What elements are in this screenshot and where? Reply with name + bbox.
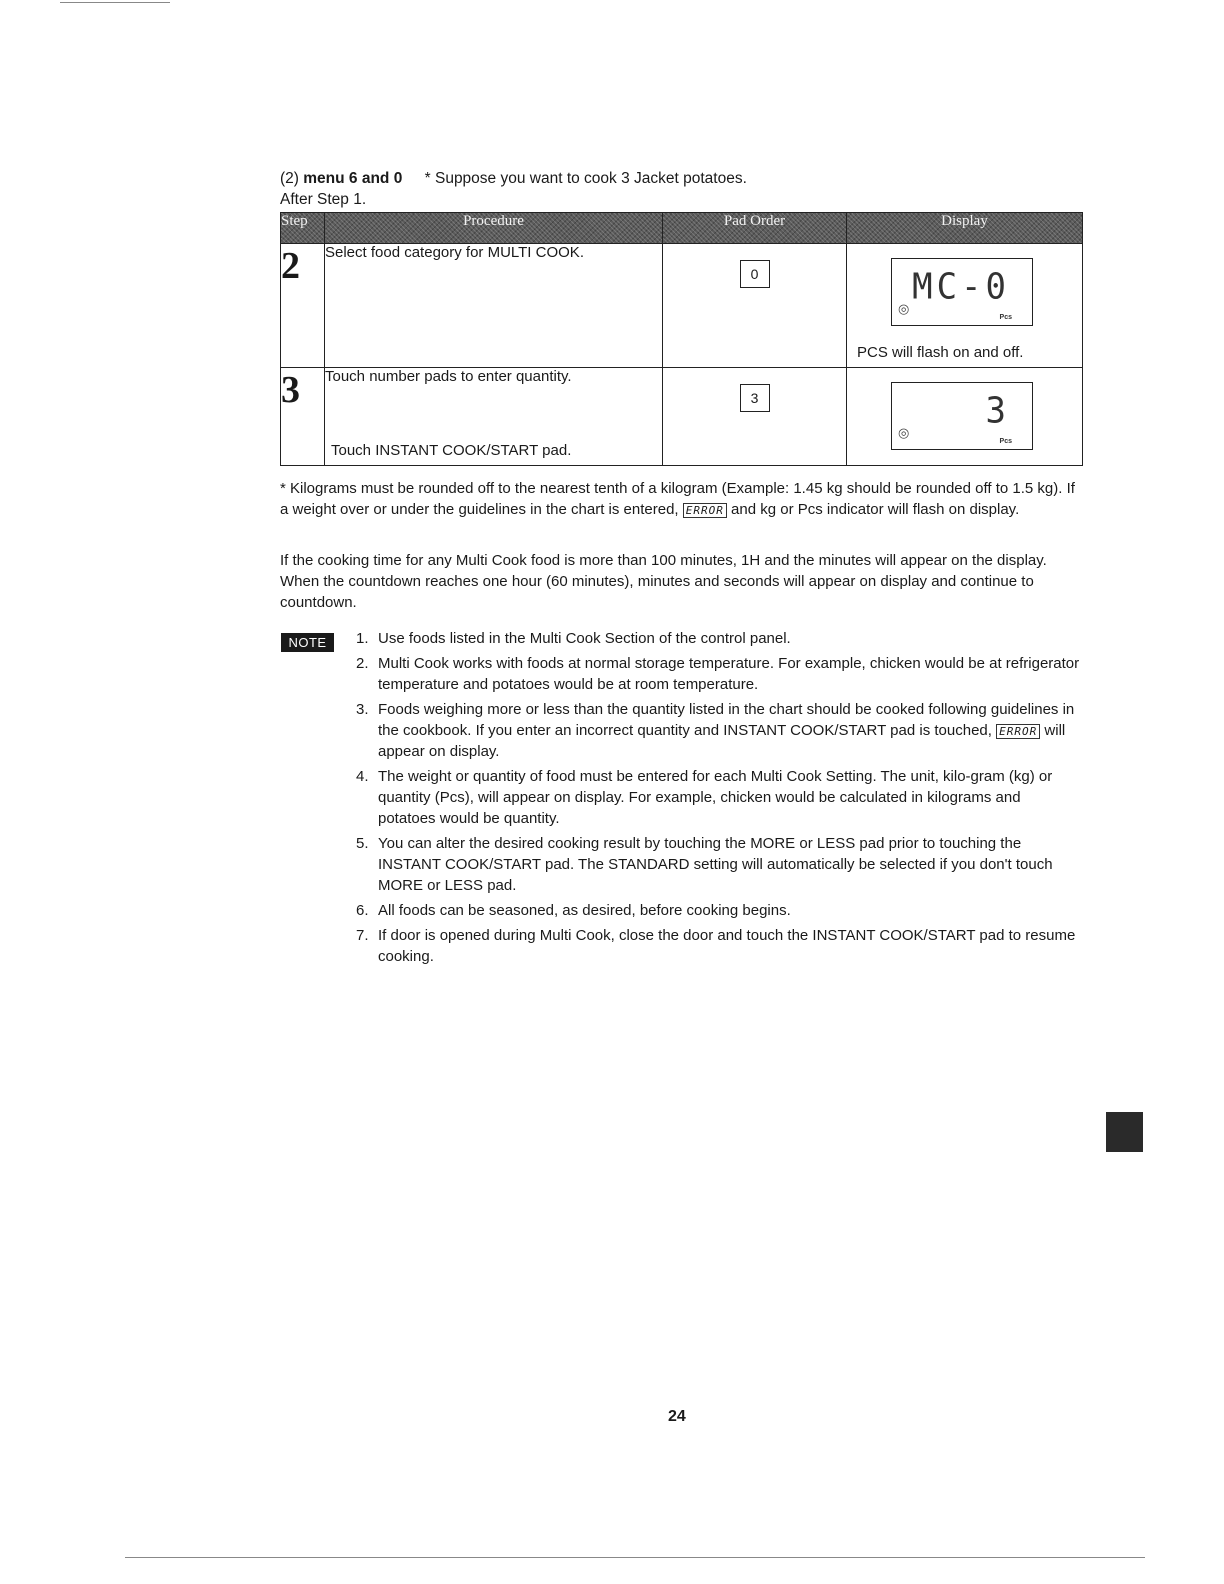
pcs-indicator: Pcs	[999, 314, 1012, 321]
pad-key: 3	[740, 384, 770, 412]
pad-order-cell	[663, 368, 847, 466]
procedure-text: Touch number pads to enter quantity.	[325, 368, 572, 385]
list-item: 6. All foods can be seasoned, as desired, before cooking begins.	[356, 902, 791, 919]
table-row	[281, 368, 1083, 466]
suppose-text: * Suppose you want to cook 3 Jacket potatoes.	[424, 170, 747, 187]
lcd-display	[891, 382, 1033, 450]
list-item: 7. If door is opened during Multi Cook, close the door and touch the INSTANT COOK/START pad to resume cooking.	[356, 927, 1076, 965]
top-edge-rule	[60, 2, 170, 3]
procedure-cell	[325, 368, 663, 466]
footnote-star: *	[280, 480, 286, 497]
bottom-edge-rule	[125, 1557, 1145, 1558]
list-item: 3. Foods weighing more or less than the quantity listed in the chart should be cooked following guidelines in the cookbook. If you enter an incorrect quantity and INSTANT COOK/START pad is touched, ERROR will appear on display.	[356, 701, 1075, 760]
fan-icon: ◎	[898, 301, 910, 316]
cooking-time-paragraph: If the cooking time for any Multi Cook food is more than 100 minutes, 1H and the minutes will appear on the display. When the countdown reaches one hour (60 minutes), minutes and seconds will appear on display and continue to countdown.	[280, 552, 1047, 611]
lcd-display	[891, 258, 1033, 326]
after-step-text: After Step 1.	[280, 191, 367, 208]
header-procedure: Procedure	[325, 213, 663, 244]
header-step: Step	[281, 213, 325, 244]
steps-table	[280, 212, 1083, 466]
step-number: 3	[281, 368, 325, 466]
pad-key: 0	[740, 260, 770, 288]
table-row	[281, 244, 1083, 368]
error-display-box: ERROR	[996, 724, 1040, 739]
pcs-indicator: Pcs	[999, 438, 1012, 445]
notes-list	[356, 628, 1082, 971]
procedure-cell	[325, 244, 663, 368]
footnote-kilograms	[280, 478, 1080, 520]
display-note: PCS will flash on and off.	[857, 344, 1024, 361]
section-label: (2)	[280, 170, 299, 187]
list-item: 1. Use foods listed in the Multi Cook Section of the control panel.	[356, 630, 791, 647]
procedure-text: Select food category for MULTI COOK.	[325, 244, 584, 261]
list-item: 4. The weight or quantity of food must be entered for each Multi Cook Setting. The unit, kilo-gram (kg) or quantity (Pcs), will appear on display. For example, chicken would be calculated in kilograms and potatoes would be quantity.	[356, 768, 1053, 827]
section-intro	[280, 168, 747, 210]
display-cell	[847, 368, 1083, 466]
pad-order-cell	[663, 244, 847, 368]
list-item: 5. You can alter the desired cooking result by touching the MORE or LESS pad prior to touching the INSTANT COOK/START pad. The STANDARD setting will automatically be selected if you don't touch MORE or LESS pad.	[356, 835, 1053, 894]
header-pad-order: Pad Order	[663, 213, 847, 244]
footnote-text-a: Kilograms must be rounded off to the nearest tenth of a kilogram (Example: 1.45 kg should be rounded off to 1.5 kg). If a weight over or under the guidelines in the chart is entered,	[280, 480, 1075, 518]
header-display: Display	[847, 213, 1083, 244]
note-badge: NOTE	[281, 633, 334, 652]
section-heading-line	[280, 168, 747, 189]
side-thumb-tab	[1106, 1112, 1143, 1152]
menu-label: menu 6 and 0	[303, 170, 403, 187]
step-number: 2	[281, 244, 325, 368]
page-number: 24	[668, 1408, 686, 1425]
error-display-box: ERROR	[683, 503, 727, 518]
lcd-readout: 3	[985, 390, 1010, 432]
procedure-text-2: Touch INSTANT COOK/START pad.	[331, 442, 572, 459]
footnote-text-b: and kg or Pcs indicator will flash on display.	[731, 501, 1020, 518]
display-cell	[847, 244, 1083, 368]
list-item: 2. Multi Cook works with foods at normal storage temperature. For example, chicken would be at refrigerator temperature and potatoes would be at room temperature.	[356, 655, 1080, 693]
lcd-readout: MC-0	[912, 266, 1010, 308]
fan-icon: ◎	[898, 425, 910, 440]
table-header-row	[281, 213, 1083, 244]
